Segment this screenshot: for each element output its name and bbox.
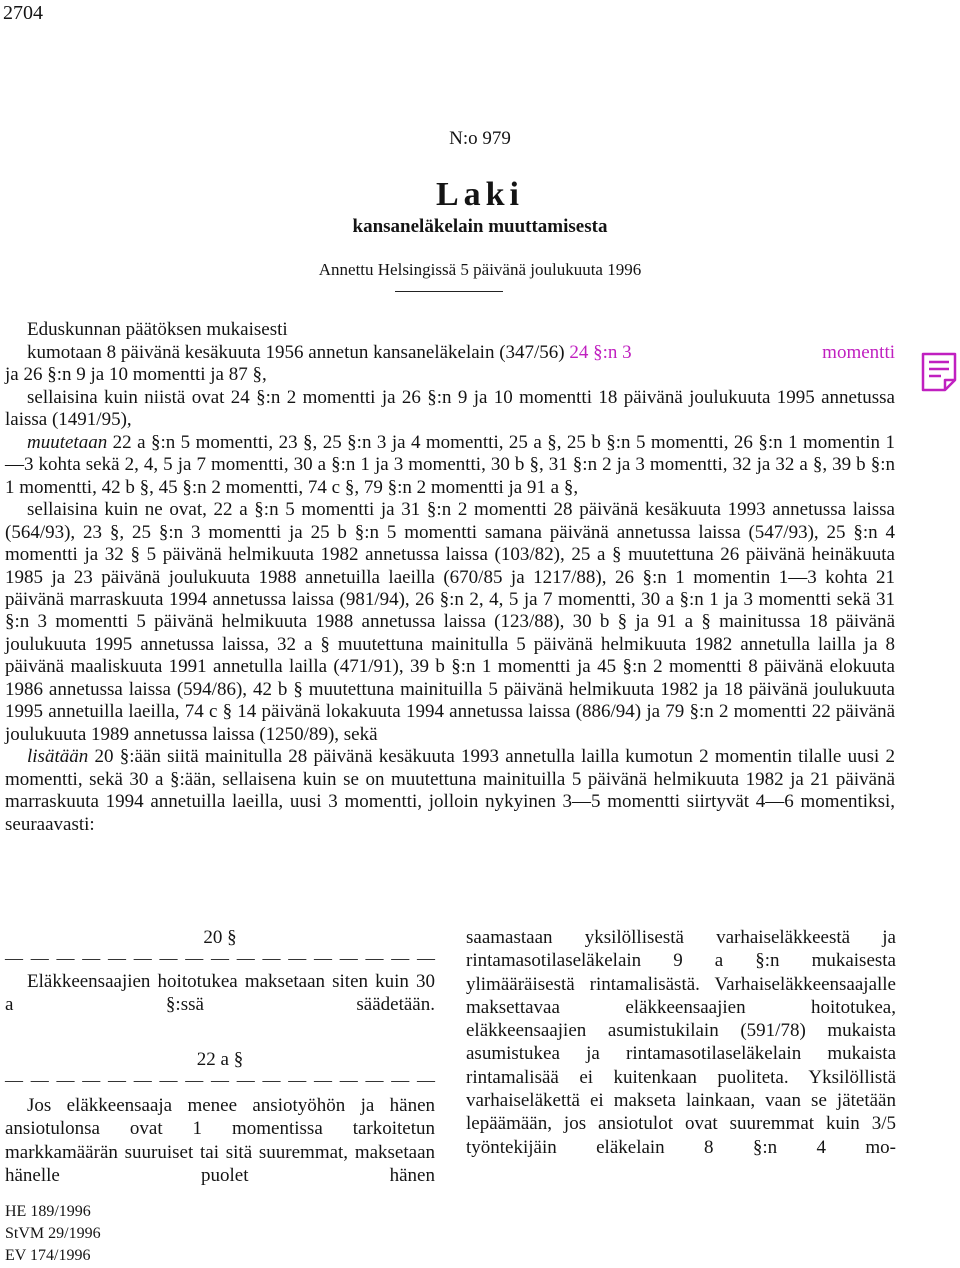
right-column-text: saamastaan yksilöllisestä varhaiseläkkeestä ja rintamasotilaseläkelain 9 a §:n mukaisesta ylimääräisestä rintamalisästä. Varhaiseläkkeensaajalle maksettavaa eläkkeensaajien hoitotukea, eläkkeensaajien asumistukilain (591/78) mukaista asumistukea ja rintamasotilaseläkelain mukaista rintamalisää ei kuitenkaan puoliteta. Yksilöllistä varhaiseläkettä ei makseta lainkaan, vaan se jätetään lepäämään, jos ansiotulot ovat suuremmat kuin 3/5 työntekijäin eläkelain 8 §:n 4 mo- (466, 927, 896, 1158)
law-title: Laki (435, 176, 525, 213)
ref-ev: EV 174/1996 (5, 1247, 91, 1264)
paragraph-muutetaan (5, 432, 895, 499)
law-subtitle: kansaneläkelain muuttamisesta (352, 216, 608, 237)
paragraph-kumotaan (5, 342, 895, 387)
ref-stvm: StVM 29/1996 (5, 1225, 101, 1242)
section-20-title: 20 § (203, 927, 237, 948)
lisataan-text: 20 §:ään siitä mainitulla 28 päivänä kesäkuuta 1993 annetulla lailla kumotun 2 momentin tilalle uusi 2 momentti, sekä 30 a §:ään, sellaisena kuin se on muutettuna mainituilla 5 päivänä helmikuuta 1982 ja 21 päivänä marraskuuta 1994 annetuilla laeilla, uusi 3 momentti, jolloin nykyinen 3—5 momentti siirtyvät 4—6 momentiksi, seuraavasti: (5, 746, 895, 835)
preamble: Eduskunnan päätöksen mukaisesti (27, 319, 288, 340)
paragraph-lisataan (5, 746, 895, 836)
omission-dashes: — — — — — — — — — — — — — — — — — (5, 1070, 435, 1090)
ref-he: HE 189/1996 (5, 1203, 91, 1220)
document-number: N:o 979 (449, 128, 511, 149)
legislative-references (5, 1201, 101, 1267)
link-momentti[interactable]: momentti (822, 342, 895, 363)
section-22a-title: 22 a § (196, 1049, 244, 1070)
kumotaan-rest: ja 26 §:n 9 ja 10 momentti ja 87 §, (5, 364, 267, 386)
note-icon[interactable] (921, 352, 957, 392)
muutetaan-verb: muutetaan (27, 431, 108, 453)
law-body (5, 342, 895, 836)
page-number: 2704 (3, 2, 43, 24)
given-date: Annettu Helsingissä 5 päivänä joulukuuta 1996 (318, 260, 642, 279)
link-24-section[interactable]: 24 §:n 3 (569, 342, 632, 363)
title-divider (395, 291, 503, 292)
muutetaan-text: 22 a §:n 5 momentti, 23 §, 25 §:n 3 ja 4 momentti, 25 a §, 25 b §:n 5 momentti, 26 §:n 1 momentin 1—3 kohta sekä 2, 4, 5 ja 7 momentti, 30 a §:n 1 ja 3 momentti, 30 b §, 31 §:n 2 ja 3 momentti, 32 ja 32 a §, 39 b §:n 1 momentti, 42 b §, 45 §:n 2 momentti, 74 c §, 79 §:n 2 momentti ja 91 a §, (5, 431, 895, 498)
section-20-text: Eläkkeensaajien hoitotukea maksetaan siten kuin 30 a §:ssä säädetään. (5, 971, 435, 1016)
omission-dashes: — — — — — — — — — — — — — — — — — (5, 948, 435, 968)
kumotaan-text: kumotaan 8 päivänä kesäkuuta 1956 annetun kansaneläkelain (347/56) (27, 342, 565, 363)
paragraph-sellaisina-1: sellaisina kuin niistä ovat 24 §:n 2 momentti ja 26 §:n 9 ja 10 momentti 18 päivänä joulukuuta 1995 annetussa laissa (1491/95), (5, 386, 895, 431)
paragraph-sellaisina-2: sellaisina kuin ne ovat, 22 a §:n 5 momentti ja 31 §:n 2 momentti 28 päivänä kesäkuuta 1993 annetussa laissa (564/93), 23 §, 25 §:n 3 momentti ja 25 b §:n 5 momentti samana päivänä annetussa laissa (547/93), 25 §:n 4 momentti ja 32 § 5 päivänä helmikuuta 1982 annetussa laissa (103/82), 25 a § muutettuna 26 päivänä heinäkuuta 1985 ja 23 päivänä joulukuuta 1988 annetuilla laeilla (670/85 ja 1217/88), 26 §:n 1 momentin 1—3 kohta 21 päivänä marraskuuta 1994 annetussa laissa (981/94), 26 §:n 2, 4, 5 ja 7 momentti, 30 a §:n 1 ja 3 momentti sekä 31 §:n 3 momentti 5 päivänä helmikuuta 1988 annetussa laissa (123/88), 30 b § ja 91 a § mainitussa 18 päivänä joulukuuta 1995 annetussa laissa, 32 a § muutettuna mainitulla 5 päivänä helmikuuta 1982 annetulla lailla ja 8 päivänä maaliskuuta 1991 annetulla lailla (471/91), 39 b §:n 1 momentti ja 45 §:n 2 momentti 8 päivänä elokuuta 1986 annetussa laissa (594/86), 42 b § muutettuna mainituilla 5 päivänä helmikuuta 1982 ja 18 päivänä joulukuuta 1995 annetuilla laeilla, 74 c § 14 päivänä lokakuuta 1994 annetussa laissa (886/94) ja 79 §:n 2 momentti 22 päivänä joulukuuta 1989 annetussa laissa (1250/89), sekä (5, 499, 895, 745)
section-22a-text: Jos eläkkeensaaja menee ansiotyöhön ja hänen ansiotulonsa ovat 1 momentissa tarkoitetun markkamäärän suuruiset tai sitä suuremmat, maksetaan hänelle puolet hänen (5, 1095, 435, 1186)
lisataan-verb: lisätään (27, 746, 89, 768)
